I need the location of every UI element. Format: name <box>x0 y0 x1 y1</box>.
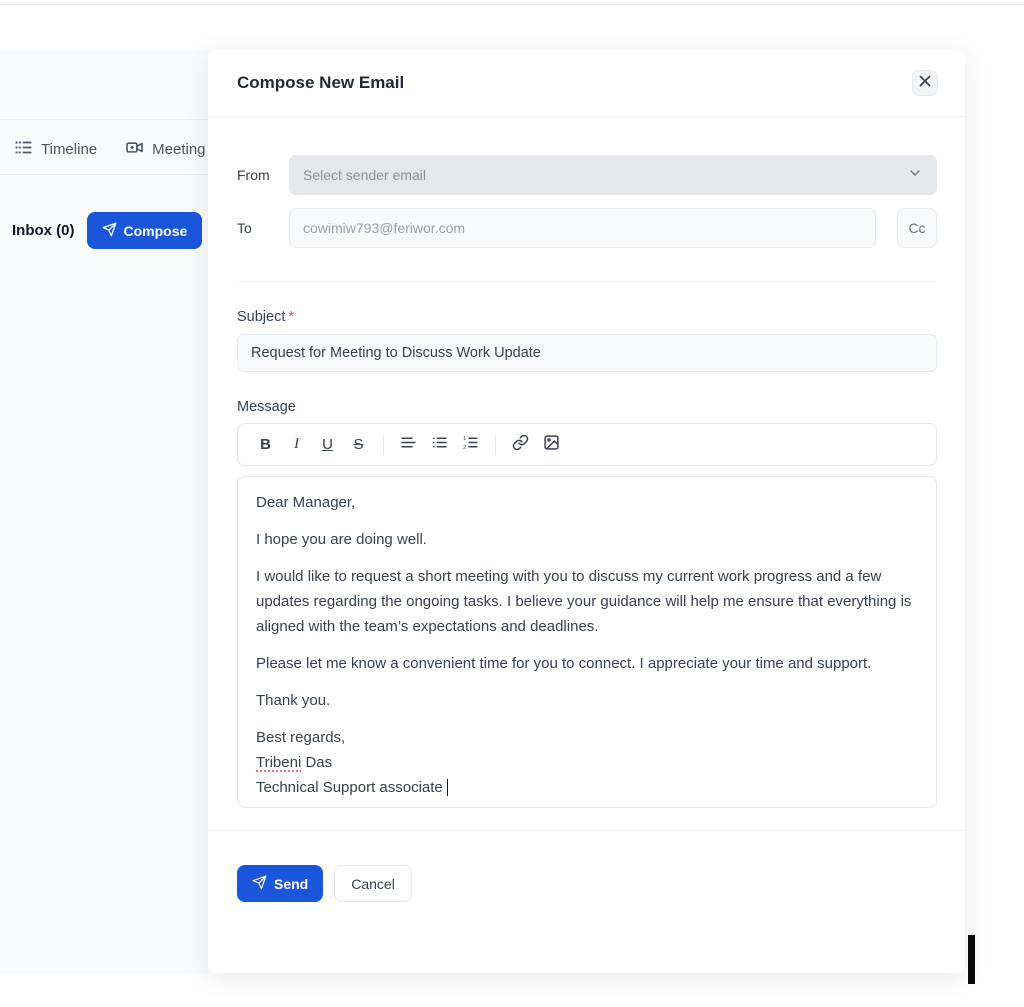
tab-timeline-label: Timeline <box>41 141 98 158</box>
signature-name: Tribeni Das <box>256 754 333 771</box>
signature-closing: Best regards, <box>256 729 346 746</box>
send-button-label: Send <box>274 875 309 892</box>
close-button[interactable] <box>912 70 938 96</box>
send-button[interactable] <box>237 865 323 902</box>
message-paragraph: Thank you. <box>256 692 331 709</box>
from-select-placeholder: Select sender email <box>303 167 426 183</box>
underline-button[interactable]: U <box>314 431 341 458</box>
paper-plane-icon <box>102 222 117 240</box>
italic-button[interactable]: I <box>283 431 310 458</box>
message-label: Message <box>237 399 296 415</box>
required-asterisk: * <box>288 309 295 325</box>
modal-title: Compose New Email <box>237 73 405 92</box>
modal-footer <box>208 830 965 902</box>
align-left-button[interactable] <box>395 431 422 458</box>
message-paragraph: Dear Manager, <box>256 494 356 511</box>
from-select[interactable] <box>289 155 937 195</box>
message-paragraph: I hope you are doing well. <box>256 531 427 548</box>
from-label: From <box>237 167 270 183</box>
insert-link-button[interactable] <box>507 431 534 458</box>
editor-toolbar <box>237 423 937 466</box>
insert-image-button[interactable] <box>538 431 565 458</box>
link-icon <box>512 434 529 455</box>
text-cursor-artifact <box>968 935 975 984</box>
to-row <box>237 208 937 248</box>
image-icon <box>543 434 560 455</box>
paper-plane-icon <box>252 875 267 893</box>
to-input-value: cowimiw793@feriwor.com <box>303 220 466 236</box>
toolbar-separator <box>383 435 384 455</box>
tab-timeline[interactable] <box>14 138 97 161</box>
cancel-button[interactable]: Cancel <box>334 865 412 902</box>
from-row <box>237 155 937 195</box>
bold-button[interactable]: B <box>252 431 279 458</box>
message-paragraph: I would like to request a short meeting with you to discuss my current work progress and a few updates regarding the ongoing tasks. I believe your guidance will help me ensure that everything is aligned with the team’s expectations and deadlines. <box>256 568 912 635</box>
inbox-header <box>12 212 202 249</box>
svg-text:1: 1 <box>463 436 467 443</box>
video-camera-icon <box>125 138 144 161</box>
strikethrough-button[interactable]: S <box>345 431 372 458</box>
to-input[interactable] <box>289 208 876 248</box>
compose-button-label: Compose <box>123 222 188 239</box>
ordered-list-button[interactable] <box>457 431 484 458</box>
align-left-icon <box>400 434 417 455</box>
background-page <box>0 50 208 973</box>
subject-label: Subject * <box>237 309 295 325</box>
top-divider <box>0 4 1024 5</box>
cc-button[interactable]: Cc <box>897 208 937 248</box>
signature-title: Technical Support associate <box>256 775 918 800</box>
unordered-list-button[interactable] <box>426 431 453 458</box>
inbox-count-label: Inbox (0) <box>12 222 75 239</box>
message-editor[interactable] <box>237 476 937 808</box>
to-label: To <box>237 220 252 236</box>
recipients-section <box>208 117 965 282</box>
toolbar-separator <box>495 435 496 455</box>
tab-bar <box>14 138 206 161</box>
tab-meeting[interactable] <box>125 138 205 161</box>
ordered-list-icon <box>462 434 479 455</box>
subject-input[interactable] <box>237 334 937 372</box>
form-body <box>208 309 965 808</box>
divider <box>0 174 208 175</box>
close-icon <box>919 74 931 92</box>
svg-text:2: 2 <box>463 445 467 451</box>
tab-meeting-label: Meeting <box>152 141 206 158</box>
compose-modal <box>208 50 965 973</box>
unordered-list-icon <box>431 434 448 455</box>
subject-input-value: Request for Meeting to Discuss Work Update <box>251 345 541 361</box>
modal-header <box>208 50 965 117</box>
message-paragraph: Please let me know a convenient time for you to connect. I appreciate your time and support. <box>256 655 872 672</box>
message-signature <box>256 725 918 800</box>
timeline-list-icon <box>14 138 33 161</box>
chevron-down-icon <box>907 165 923 186</box>
text-caret <box>447 779 449 796</box>
divider <box>237 281 937 282</box>
misspelled-word: Tribeni <box>256 754 302 771</box>
compose-button[interactable] <box>87 212 203 249</box>
divider <box>0 119 208 120</box>
